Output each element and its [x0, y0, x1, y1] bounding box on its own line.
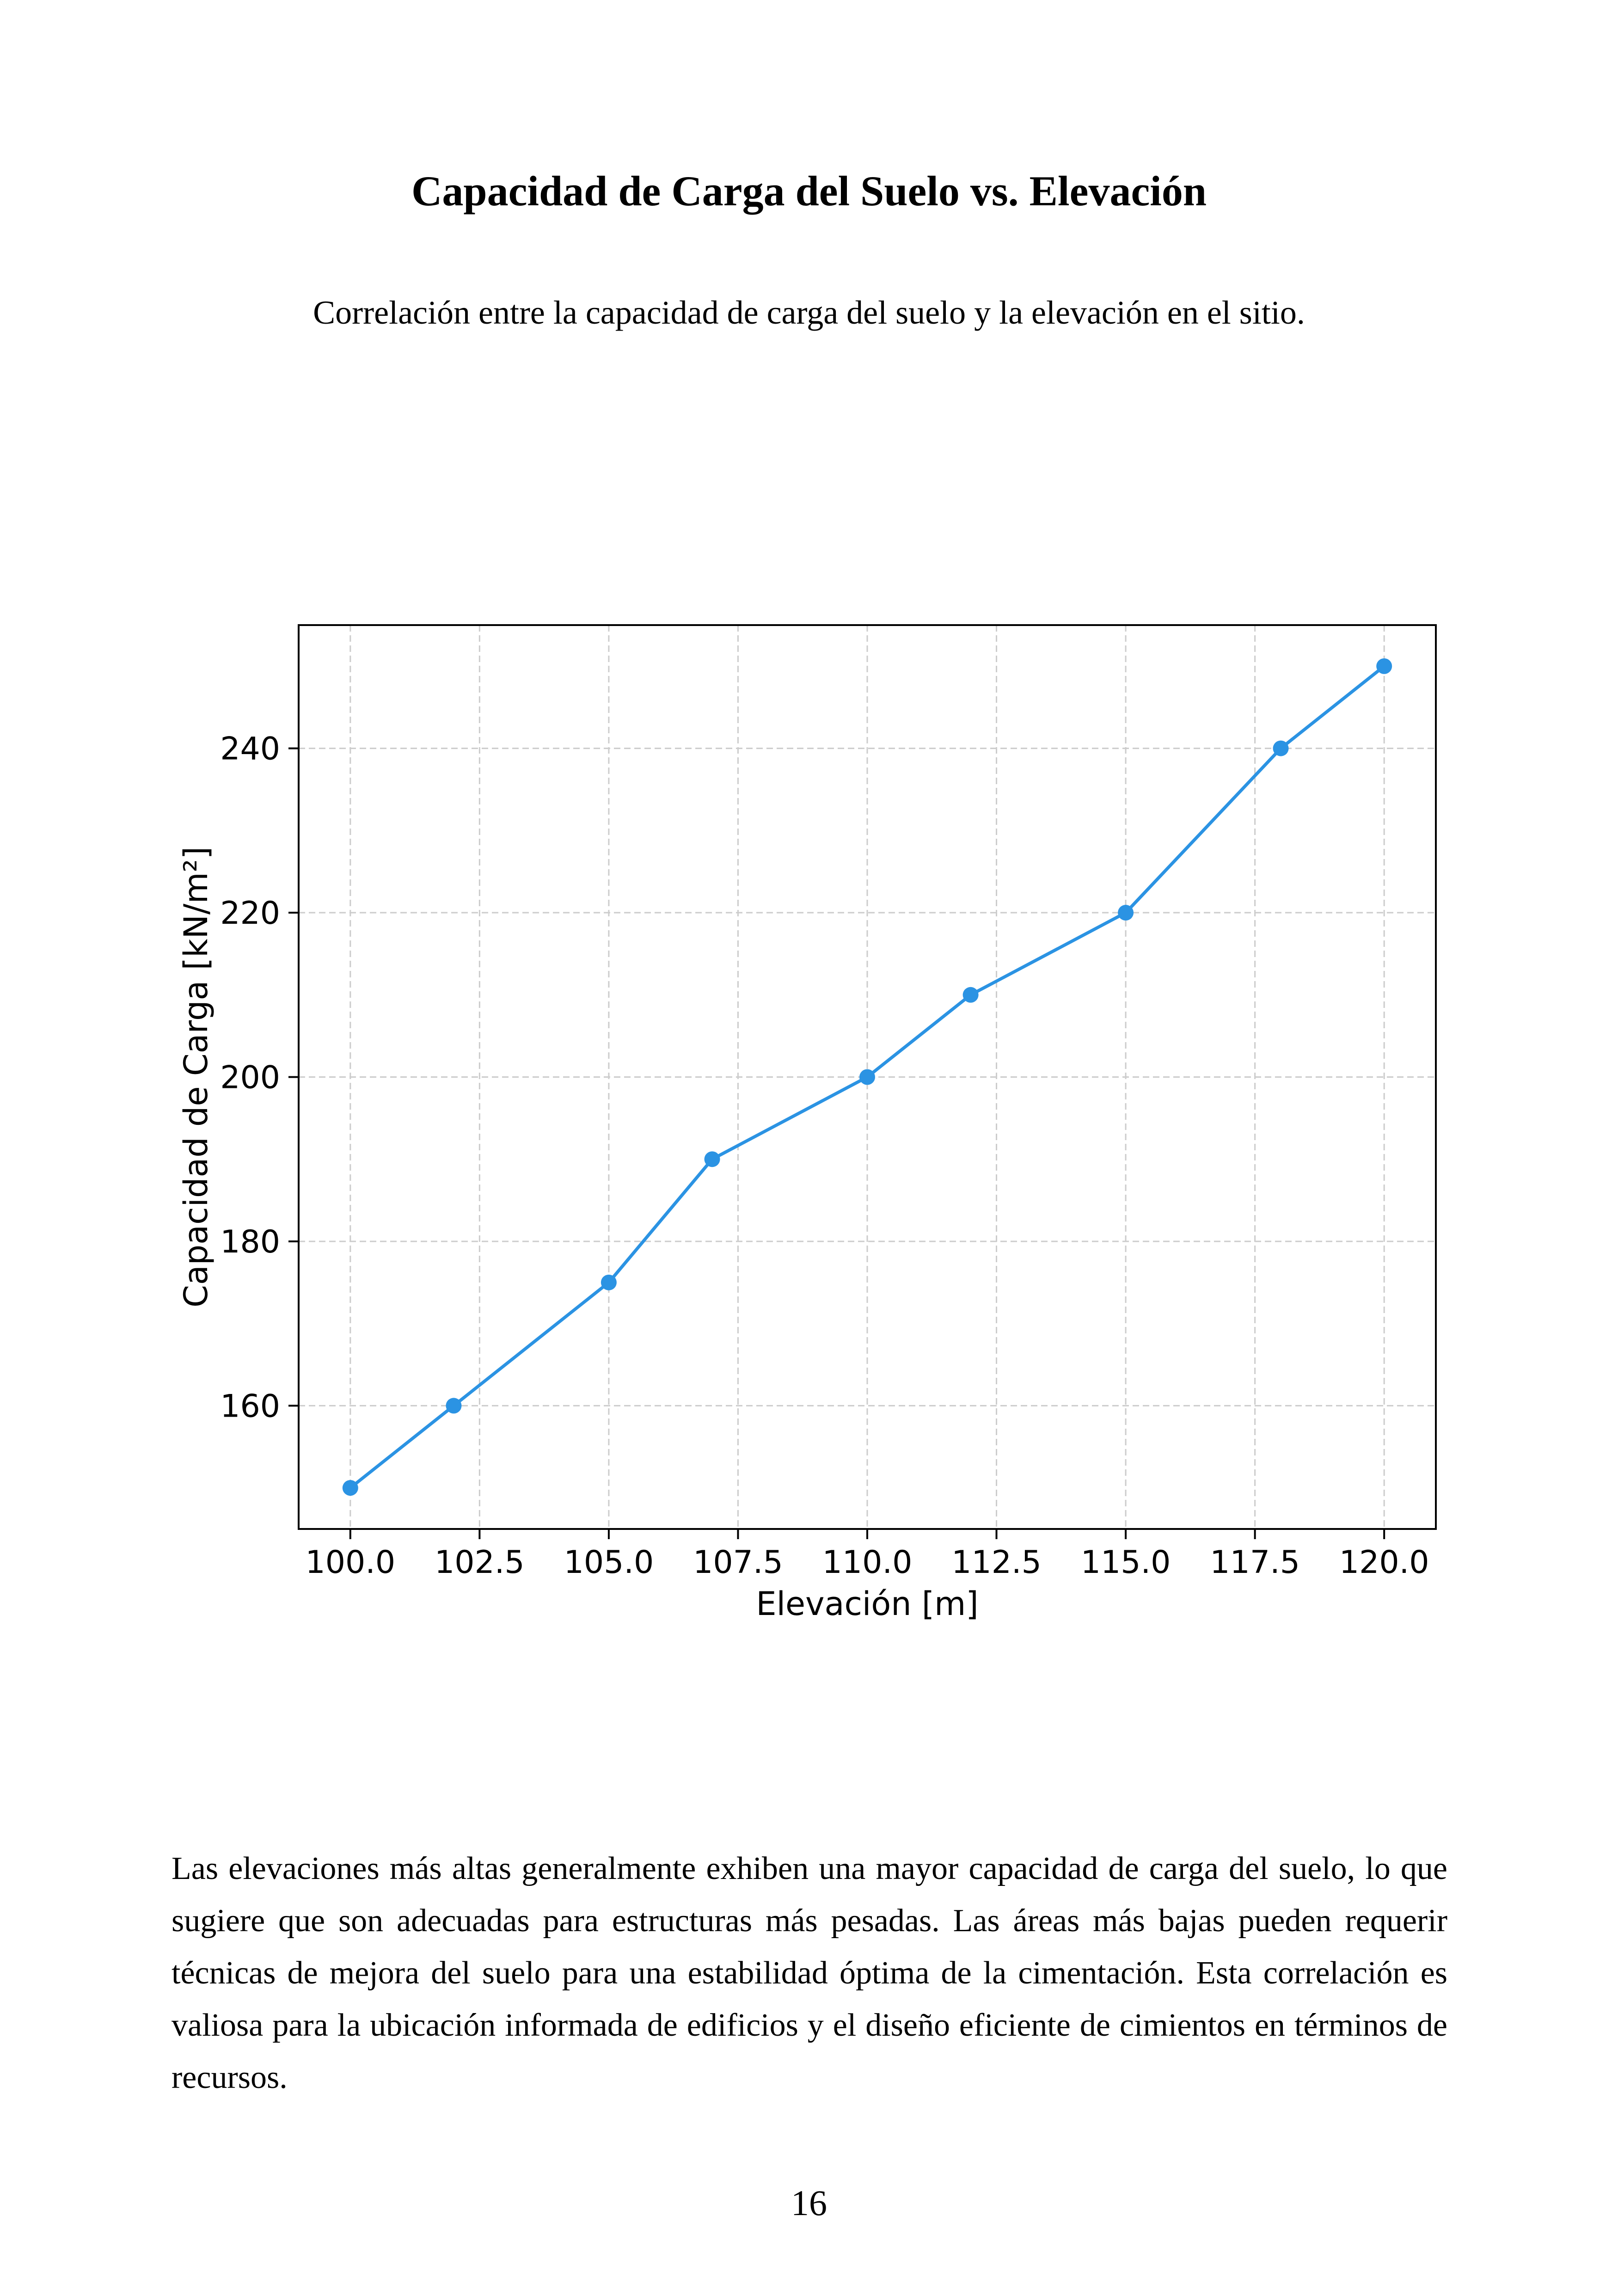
y-tick-label: 220: [220, 895, 280, 932]
data-point: [1118, 905, 1134, 921]
data-point: [1273, 741, 1289, 756]
x-tick-label: 117.5: [1210, 1544, 1300, 1581]
x-tick-label: 115.0: [1080, 1544, 1171, 1581]
x-tick-label: 112.5: [951, 1544, 1042, 1581]
body-paragraph: Las elevaciones más altas generalmente exhiben una mayor capacidad de carga del suelo, lo que sugiere que son adecuadas para estructuras más pesadas. Las áreas más bajas pueden requerir técnicas de mejora del suelo para una estabilidad óptima de la cimentación. Esta correlación es valiosa para la ubicación informada de edificios y el diseño eficiente de cimientos en términos de recursos.: [172, 1851, 1447, 2095]
data-point: [601, 1275, 617, 1290]
page-number: 16: [791, 2183, 827, 2223]
y-tick-label: 180: [220, 1223, 280, 1260]
y-tick-label: 160: [220, 1388, 280, 1425]
x-tick-label: 110.0: [822, 1544, 913, 1581]
x-tick-label: 105.0: [564, 1544, 654, 1581]
x-tick-label: 100.0: [305, 1544, 396, 1581]
data-point: [446, 1398, 461, 1413]
data-point: [963, 987, 979, 1003]
page-title: Capacidad de Carga del Suelo vs. Elevación: [411, 167, 1207, 215]
x-axis-label: Elevación [m]: [756, 1585, 979, 1623]
data-point: [343, 1480, 358, 1496]
y-tick-label: 200: [220, 1059, 280, 1096]
x-tick-label: 102.5: [435, 1544, 525, 1581]
data-point: [859, 1069, 875, 1085]
page-subtitle: Correlación entre la capacidad de carga del suelo y la elevación en el sitio.: [313, 294, 1305, 331]
y-axis-label: Capacidad de Carga [kN/m²]: [177, 846, 215, 1308]
data-point: [1376, 658, 1392, 674]
chart-labels: [177, 731, 1429, 1623]
x-tick-label: 120.0: [1339, 1544, 1429, 1581]
x-tick-label: 107.5: [693, 1544, 783, 1581]
data-point: [705, 1151, 720, 1167]
y-tick-label: 240: [220, 731, 280, 767]
